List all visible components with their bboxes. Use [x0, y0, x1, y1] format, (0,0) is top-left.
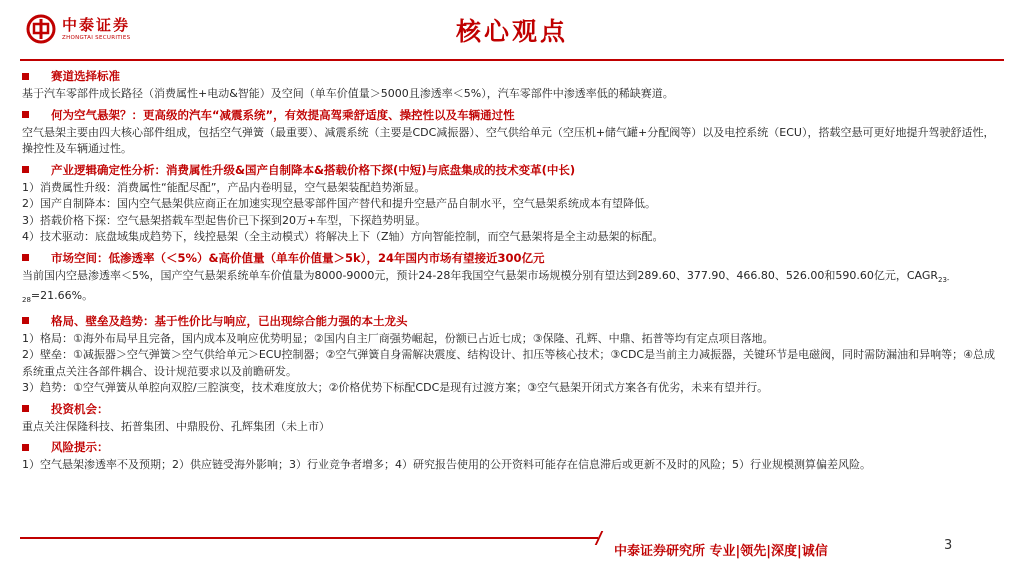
logic-item-4: 4）技术驱动：底盘域集成趋势下，线控悬架（全主动模式）将解决上下（Z轴）方向智能控制，而空气悬架将是全主动悬架的标配。 [22, 230, 664, 243]
section-heading-why [22, 105, 1004, 125]
square-bullet-icon [22, 254, 29, 261]
heading-text: 产业逻辑确定性分析：消费属性升级&国产自制降本&搭载价格下探(中短)与底盘集成的技术变革(中长) [51, 162, 576, 177]
heading-text: 风险提示： [51, 440, 109, 455]
square-bullet-icon [22, 405, 29, 412]
page-number: 3 [944, 538, 953, 553]
header-divider [20, 59, 1004, 61]
main-content [22, 64, 1004, 474]
section-heading-risk [22, 437, 1004, 457]
market-body-end: =21.66%。 [30, 289, 94, 303]
page-title: 核心观点 [455, 17, 568, 46]
logo-english-name: ZHONGTAI SECURITIES [62, 35, 131, 41]
logic-item-2: 2）国产自制降本：国内空气悬架供应商正在加速实现空悬零部件国产替代和提升空悬产品自制水平，空气悬架系统成本有望降低。 [22, 197, 656, 210]
square-bullet-icon [22, 444, 29, 451]
heading-text: 格局、壁垒及趋势：基于性价比与响应，已出现综合能力强的本土龙头 [51, 313, 408, 328]
landscape-item-3: 3）趋势：①空气弹簧从单腔向双腔/三腔演变，技术难度放大；②价格优势下标配CDC是现有过渡方案；③空气悬架开闭式方案各有优劣，未来有望并行。 [22, 381, 769, 395]
square-bullet-icon [22, 111, 29, 118]
invest-body: 重点关注保隆科技、拓普集团、中鼎股份、孔辉集团（未上市） [22, 419, 330, 433]
why-body: 空气悬架主要由四大核心部件组成，包括空气弹簧（最重要）、减震系统（主要是CDC减振器）、空气供给单元（空压机+储气罐+分配阀等）以及电控系统（ECU），搭载空悬可更好地提升驾驶舒适性，操控性及车辆通过性。 [22, 125, 995, 155]
section-heading-market [22, 248, 1004, 268]
market-body [22, 268, 1004, 309]
heading-text: 市场空间：低渗透率（＜5%）&高价值量（单车价值量＞5k），24年国内市场有望接近300亿元 [51, 250, 545, 265]
risk-body: 1）空气悬架渗透率不及预期；2）供应链受海外影响；3）行业竞争者增多；4）研究报告使用的公开资料可能存在信息滞后或更新不及时的风险；5）行业规模测算偏差风险。 [22, 458, 871, 472]
logic-item-3: 3）搭载价格下探：空气悬架搭载车型起售价已下探到20万+车型，下探趋势明显。 [22, 213, 427, 227]
square-bullet-icon [22, 317, 29, 324]
square-bullet-icon [22, 166, 29, 173]
footer-divider [20, 537, 598, 539]
track-body: 基于汽车零部件成长路径（消费属性+电动&智能）及空间（单车价值量＞5000且渗透率＜5%），汽车零部件中渗透率低的稀缺赛道。 [22, 87, 674, 100]
section-heading-track [22, 66, 1004, 86]
market-body-main: 当前国内空悬渗透率＜5%，国产空气悬架系统单车价值量为8000-9000元，预计24-28年我国空气悬架市场规模分别有望达到289.60、377.90、466.80、526.00和590.60亿元，CAGR [22, 268, 938, 282]
cagr-period-subscript: 23-28 [22, 275, 950, 305]
section-heading-invest [22, 399, 1004, 419]
heading-text: 投资机会： [51, 401, 109, 416]
section-heading-landscape [22, 311, 1004, 331]
heading-text: 赛道选择标准 [51, 69, 120, 83]
logo-chinese-name: 中泰证券 [62, 16, 131, 34]
footer-slogan: 中泰证券研究所 专业|领先|深度|诚信 [614, 544, 828, 559]
heading-text: 何为空气悬架？：更高级的汽车“减震系统”，有效提高驾乘舒适度、操控性以及车辆通过性 [51, 107, 515, 122]
section-heading-logic [22, 160, 1004, 180]
logic-item-1: 1）消费属性升级：消费属性“能配尽配”，产品内卷明显，空气悬架装配趋势渐显。 [22, 180, 426, 194]
landscape-item-2: 2）壁垒：①减振器＞空气弹簧＞空气供给单元＞ECU控制器；②空气弹簧自身需解决震度、结构设计、扣压等核心技术；③CDC是当前主力减振器，关键环节是电磁阀，同时需防漏油和异响等；④总成系统重点关注各部件耦合、设计规范要求以及前瞻研发。 [22, 348, 995, 378]
landscape-item-1: 1）格局：①海外布局早且完备，国内成本及响应优势明显；②国内自主厂商强势崛起，份额已占近七成；③保隆、孔辉、中鼎、拓普等均有定点项目落地。 [22, 331, 774, 345]
square-bullet-icon [22, 73, 29, 80]
